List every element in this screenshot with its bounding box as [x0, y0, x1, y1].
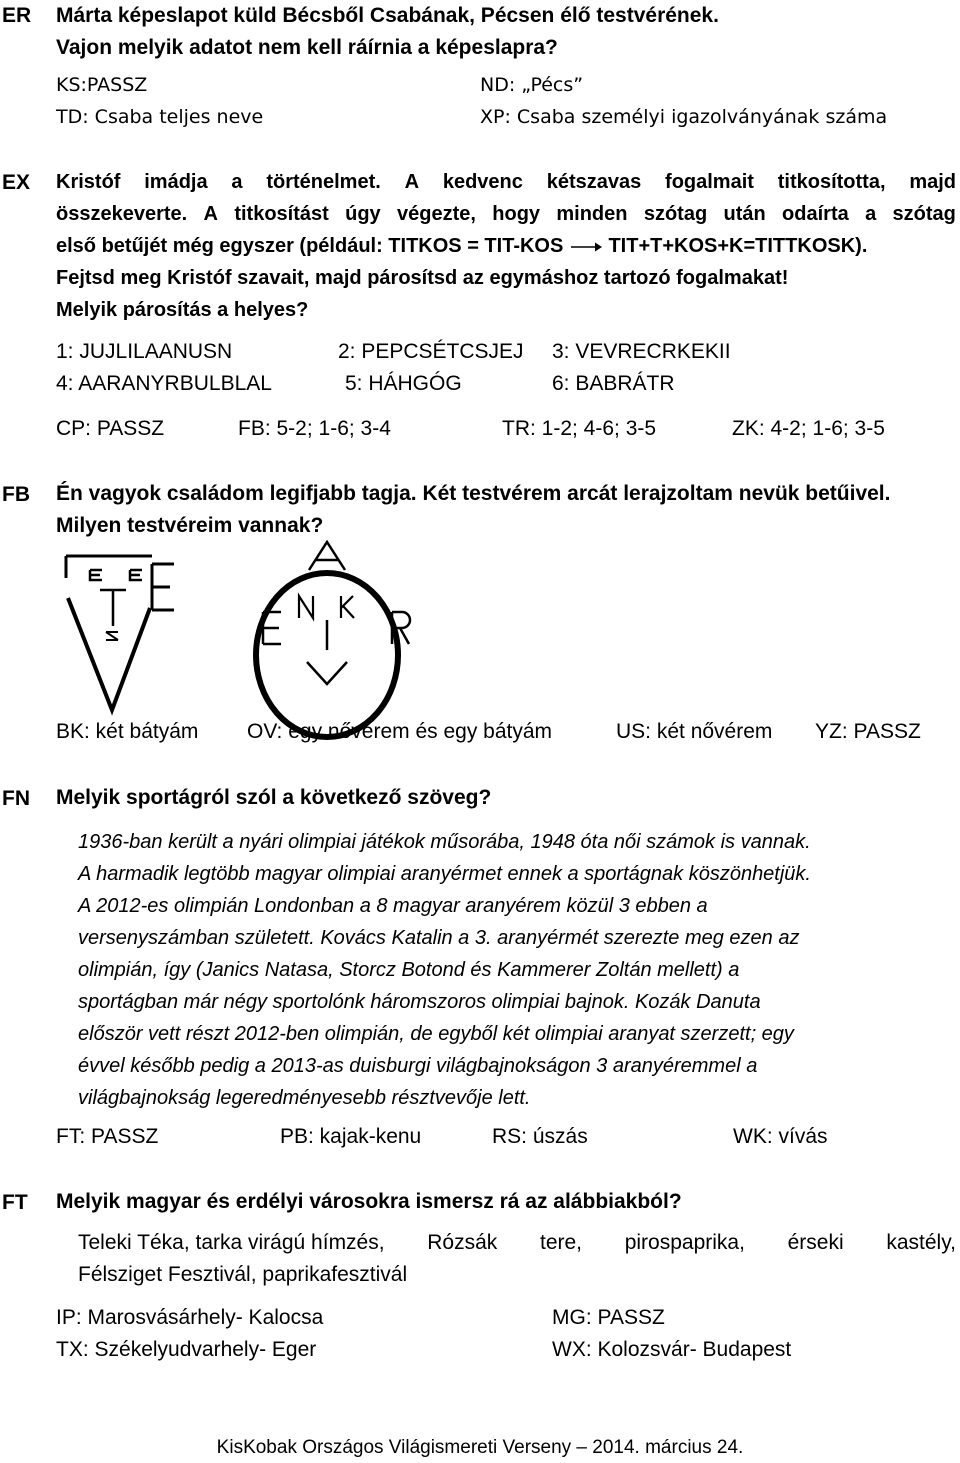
- answer-option-wk[interactable]: WK: vívás: [733, 1125, 828, 1148]
- answer-option-cp[interactable]: CP: PASSZ: [56, 417, 165, 440]
- cipher-word-1: 1: JUJLILAANUSN: [56, 340, 233, 363]
- answer-option-fb[interactable]: FB: 5-2; 1-6; 3-4: [238, 417, 391, 440]
- answer-option-ov[interactable]: OV: egy nővérem és egy bátyám: [247, 720, 553, 743]
- answer-option-yz[interactable]: YZ: PASSZ: [815, 720, 921, 743]
- question-line: első betűjét még egyszer (például: TITKOS = TIT-KOS TIT+T+KOS+K=TITTKOSK).: [56, 235, 868, 257]
- passage-line: olimpián, így (Janics Natasa, Storcz Botond és Kammerer Zoltán mellett) a: [78, 959, 740, 981]
- passage-line: versenyszámban született. Kovács Katalin a 3. aranyérmét szerezte meg ezen az: [78, 927, 800, 949]
- question-code-fb: FB: [2, 483, 30, 506]
- cipher-word-4: 4: AARANYRBULBLAL: [56, 372, 272, 395]
- sport-passage: [78, 826, 958, 1114]
- city-clues-line: Félsziget Fesztivál, paprikafesztivál: [78, 1263, 408, 1286]
- question-line: Melyik magyar és erdélyi városokra ismersz rá az alábbiakból?: [56, 1190, 682, 1213]
- passage-line: A 2012-es olimpián Londonban a 8 magyar aranyérem közül 3 ebben a: [78, 895, 708, 917]
- question-ex: [56, 166, 956, 326]
- answer-option-pb[interactable]: PB: kajak-kenu: [280, 1125, 422, 1148]
- passage-line: A harmadik legtöbb magyar olimpiai aranyérmet ennek a sportágnak köszönhetjük.: [78, 863, 811, 885]
- answer-option-wx[interactable]: WX: Kolozsvár- Budapest: [552, 1338, 792, 1361]
- answer-option-xp[interactable]: XP: Csaba személyi igazolványának száma: [480, 106, 888, 128]
- passage-line: világbajnokság legeredményesebb résztvevője lett.: [78, 1087, 531, 1109]
- cipher-word-6: 6: BABRÁTR: [552, 372, 675, 395]
- cipher-word-2: 2: PEPCSÉTCSJEJ: [338, 340, 524, 363]
- question-ft: [56, 1186, 682, 1218]
- city-clues-line: Teleki Téka, tarka virágú hímzés, Rózsák tere, pirospaprika, érseki kastély,: [78, 1231, 956, 1254]
- passage-line: 1936-ban került a nyári olimpiai játékok műsorába, 1948 óta női számok is vannak.: [78, 831, 811, 853]
- question-line: összekeverte. A titkosítást úgy végezte, hogy minden szótag után odaírta a szótag: [56, 203, 956, 225]
- question-fn: [56, 782, 491, 814]
- question-er: [56, 0, 719, 64]
- answer-option-tx[interactable]: TX: Székelyudvarhely- Eger: [56, 1338, 317, 1361]
- question-code-er: ER: [2, 4, 32, 27]
- answer-option-mg[interactable]: MG: PASSZ: [552, 1306, 665, 1329]
- cipher-word-3: 3: VEVRECRKEKII: [552, 340, 731, 363]
- question-line: Melyik párosítás a helyes?: [56, 299, 309, 321]
- answer-option-zk[interactable]: ZK: 4-2; 1-6; 3-5: [732, 417, 885, 440]
- answer-option-tr[interactable]: TR: 1-2; 4-6; 3-5: [502, 417, 657, 440]
- question-fb: [56, 478, 890, 542]
- answer-option-ip[interactable]: IP: Marosvásárhely- Kalocsa: [56, 1306, 324, 1329]
- question-code-ft: FT: [2, 1191, 28, 1214]
- cipher-word-5: 5: HÁHGÓG: [345, 372, 462, 395]
- answer-option-us[interactable]: US: két nővérem: [616, 720, 773, 743]
- arrow-right-icon: [569, 241, 603, 253]
- answer-option-nd[interactable]: ND: „Pécs”: [480, 74, 584, 96]
- question-line: Melyik sportágról szól a következő szöveg?: [56, 786, 492, 809]
- passage-line: sportágban már négy sportolónk háromszoros olimpiai bajnok. Kozák Danuta: [78, 991, 761, 1013]
- question-code-fn: FN: [2, 787, 30, 810]
- page-footer: KisKobak Országos Világismereti Verseny – 2014. március 24.: [216, 1437, 744, 1458]
- answer-option-rs[interactable]: RS: úszás: [492, 1125, 588, 1148]
- passage-line: először vett részt 2012-ben olimpián, de egyből két olimpiai aranyat szerzett; egy: [78, 1023, 794, 1045]
- answer-option-bk[interactable]: BK: két bátyám: [56, 720, 199, 743]
- question-line: Márta képeslapot küld Bécsből Csabának, Pécsen élő testvérének.: [56, 4, 719, 27]
- question-line: Vajon melyik adatot nem kell ráírnia a képeslapra?: [56, 36, 558, 59]
- answer-option-ft[interactable]: FT: PASSZ: [56, 1125, 159, 1148]
- answer-option-ks[interactable]: KS:PASSZ: [56, 74, 148, 96]
- sister-face-drawing: [235, 540, 415, 740]
- question-line: Milyen testvéreim vannak?: [56, 514, 324, 537]
- question-line: Kristóf imádja a történelmet. A kedvenc kétszavas fogalmait titkosította, majd: [56, 171, 956, 193]
- question-code-ex: EX: [2, 171, 31, 194]
- question-line: Én vagyok családom legifjabb tagja. Két testvérem arcát lerajzoltam nevük betűivel.: [56, 482, 891, 505]
- brother-face-drawing: [60, 548, 180, 718]
- answer-option-td[interactable]: TD: Csaba teljes neve: [56, 106, 264, 128]
- question-line: Fejtsd meg Kristóf szavait, majd párosítsd az egymáshoz tartozó fogalmakat!: [56, 267, 789, 289]
- passage-line: évvel később pedig a 2013-as duisburgi világbajnokságon 3 aranyéremmel a: [78, 1055, 758, 1077]
